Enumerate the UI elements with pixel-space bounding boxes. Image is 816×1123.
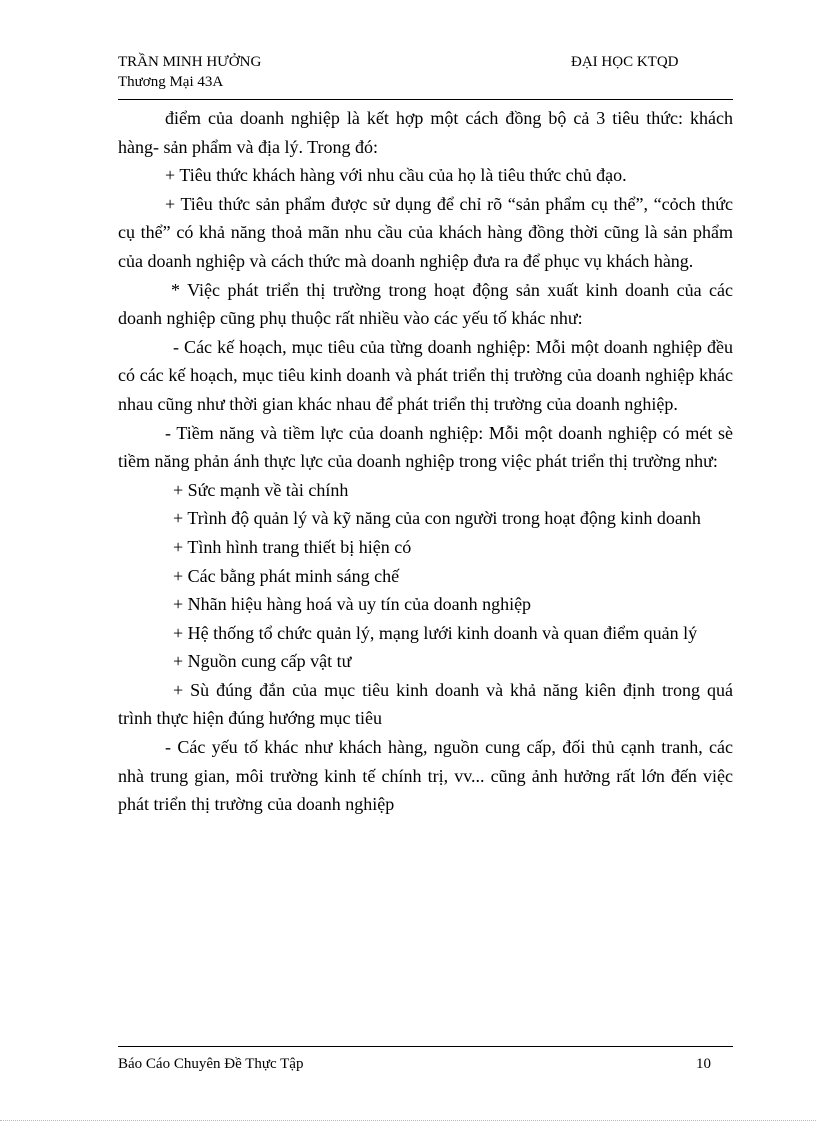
page-edge: [0, 1120, 816, 1121]
institution-name: ĐẠI HỌC KTQD: [571, 54, 679, 70]
paragraph: + Nhãn hiệu hàng hoá và uy tín của doanh nghiệp: [173, 594, 532, 615]
page-number: 10: [696, 1056, 711, 1072]
author-name: TRẦN MINH HƯỞNG: [118, 54, 262, 70]
paragraph: - Các yếu tố khác như khách hàng, nguồn cung cấp, đối thủ cạnh tranh, các nhà trung gian, môi trường kinh tế chính trị, vv... cũng ảnh hưởng rất lớn đến việc phát triển thị trường của doanh nghiệp: [118, 737, 733, 815]
paragraph: + Trình độ quản lý và kỹ năng của con người trong hoạt động kinh doanh: [173, 508, 701, 529]
footer-divider: [118, 1046, 733, 1047]
paragraph: * Việc phát triển thị trường trong hoạt động sản xuất kinh doanh của các doanh nghiệp cũng phụ thuộc rất nhiều vào các yếu tố khác như:: [118, 279, 733, 329]
header-divider: [118, 99, 733, 100]
report-title: Báo Cáo Chuyên Đề Thực Tập: [118, 1056, 304, 1072]
page-header-left: [118, 52, 261, 92]
paragraph: + Sù đúng đắn của mục tiêu kinh doanh và khả năng kiên định trong quá trình thực hiện đúng hướng mục tiêu: [118, 679, 733, 729]
document-body: [118, 104, 733, 819]
paragraph: + Tình hình trang thiết bị hiện có: [173, 536, 412, 557]
paragraph: + Tiêu thức sản phẩm được sử dụng để chỉ rõ “sản phẩm cụ thể”, “cỏch thức cụ thể” có khả năng thoả mãn nhu cầu của khách hàng đồng thời cũng là sản phẩm của doanh nghiệp và cách thức mà doanh nghiệp đưa ra để phục vụ khách hàng.: [118, 193, 733, 271]
paragraph: - Tiềm năng và tiềm lực của doanh nghiệp: Mỗi một doanh nghiệp có mét sè tiềm năng phản ánh thực lực của doanh nghiệp trong việc phát triển thị trường như:: [118, 422, 733, 472]
paragraph: + Nguồn cung cấp vật tư: [173, 651, 352, 672]
paragraph: - Các kế hoạch, mục tiêu của từng doanh nghiệp: Mỗi một doanh nghiệp đều có các kế hoạch, mục tiêu kinh doanh và phát triển thị trường của doanh nghiệp khác nhau cũng như thời gian khác nhau để phát triển thị trường của doanh nghiệp.: [118, 336, 733, 414]
paragraph: + Tiêu thức khách hàng với nhu cầu của họ là tiêu thức chủ đạo.: [165, 165, 627, 186]
paragraph: + Các bằng phát minh sáng chế: [173, 565, 400, 586]
paragraph: điểm của doanh nghiệp là kết hợp một cách đồng bộ cả 3 tiêu thức: khách hàng- sản phẩm và địa lý. Trong đó:: [118, 108, 733, 157]
paragraph: + Sức mạnh về tài chính: [173, 479, 349, 500]
class-name: Thương Mại 43A: [118, 74, 224, 90]
paragraph: + Hệ thống tổ chức quản lý, mạng lưới kinh doanh và quan điểm quản lý: [173, 622, 698, 643]
